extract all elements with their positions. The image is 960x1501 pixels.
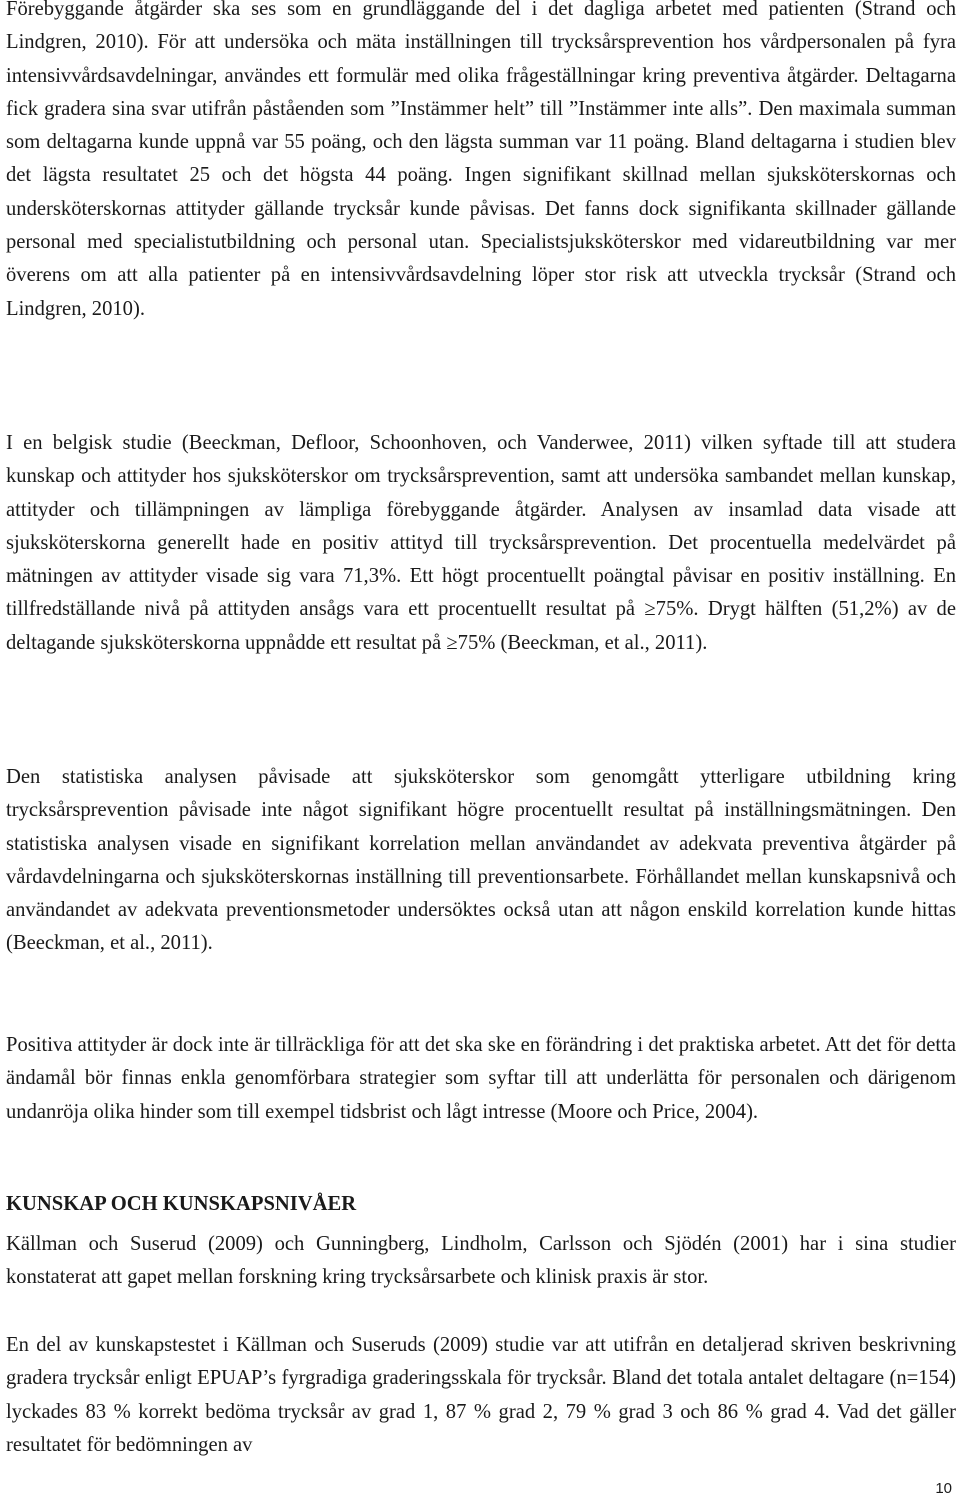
- section-heading: KUNSKAP OCH KUNSKAPSNIVÅER: [6, 1193, 357, 1215]
- body-paragraph: Förebyggande åtgärder ska ses som en grundläggande del i det dagliga arbetet med patienten (Strand och Lindgren, 2010). För att undersöka och mäta inställningen till trycksårsprevention hos vårdpersonalen på fyra intensivvårdsavdelningar, användes ett formulär med olika frågeställningar kring preventiva åtgärder. Deltagarna fick gradera sina svar utifrån påståenden som ”Instämmer helt” till ”Instämmer inte alls”. Den maximala summan som deltagarna kunde uppnå var 55 poäng, och den lägsta summan var 11 poäng. Bland deltagarna i studien blev det lägsta resultatet 25 och det högsta 44 poäng. Ingen signifikant skillnad mellan sjuksköterskornas och undersköterskornas attityder gällande trycksår kunde påvisas. Det fanns dock signifikanta skillnader gällande personal med specialistutbildning och personal utan. Specialistsjuksköterskor med vidareutbildning var mer överens om att alla patienter på en intensivvårdsavdelning löper stor risk att utveckla trycksår (Strand och Lindgren, 2010).: [6, 0, 956, 320]
- body-paragraph: Den statistiska analysen påvisade att sjuksköterskor som genomgått ytterligare utbildning kring trycksårsprevention påvisade inte något signifikant högre procentuellt resultat på inställningsmätningen. Den statistiska analysen visade en signifikant korrelation mellan användandet av adekvata preventiva åtgärder på vårdavdelningarna och sjuksköterskornas inställning till preventionsarbete. Förhållandet mellan kunskapsnivå och användandet av adekvata preventionsmetoder undersöktes också utan att någon enskild korrelation kunde hittas (Beeckman, et al., 2011).: [6, 766, 956, 955]
- body-paragraph: I en belgisk studie (Beeckman, Defloor, Schoonhoven, och Vanderwee, 2011) vilken syftade till att studera kunskap och attityder hos sjuksköterskor om trycksårsprevention, samt att undersöka sambandet mellan kunskap, attityder och tillämpningen av lämpliga förebyggande åtgärder. Analysen av insamlad data visade att sjuksköterskorna generellt hade en positiv attityd till trycksårsprevention. Det procentuella medelvärdet på mätningen av attityder visade sig vara 71,3%. Ett högt procentuellt poängtal påvisar en positiv inställning. En tillfredställande nivå på attityden ansågs vara ett procentuellt resultat på ≥75%. Drygt hälften (51,2%) av de deltagande sjuksköterskorna uppnådde ett resultat på ≥75% (Beeckman, et al., 2011).: [6, 432, 956, 654]
- section-paragraph: Källman och Suserud (2009) och Gunningberg, Lindholm, Carlsson och Sjödén (2001) har i sina studier konstaterat att gapet mellan forskning kring trycksårsarbete och klinisk praxis är stor.: [6, 1233, 956, 1289]
- page-number: 10: [935, 1480, 952, 1497]
- body-paragraph: Positiva attityder är dock inte är tillräckliga för att det ska ske en förändring i det praktiska arbetet. Att det för detta ändamål bör finnas enkla genomförbara strategier som syftar till att underlätta för personalen och därigenom undanröja olika hinder som till exempel tidsbrist och lågt intresse (Moore och Price, 2004).: [6, 1034, 956, 1123]
- section-paragraph: En del av kunskapstestet i Källman och Suseruds (2009) studie var att utifrån en detaljerad skriven beskrivning gradera trycksår enligt EPUAP’s fyrgradiga graderingsskala för trycksår. Bland det totala antalet deltagare (n=154) lyckades 83 % korrekt bedöma trycksår av grad 1, 87 % grad 2, 79 % grad 3 och 86 % grad 4. Vad det gäller resultatet för bedömningen av: [6, 1334, 956, 1456]
